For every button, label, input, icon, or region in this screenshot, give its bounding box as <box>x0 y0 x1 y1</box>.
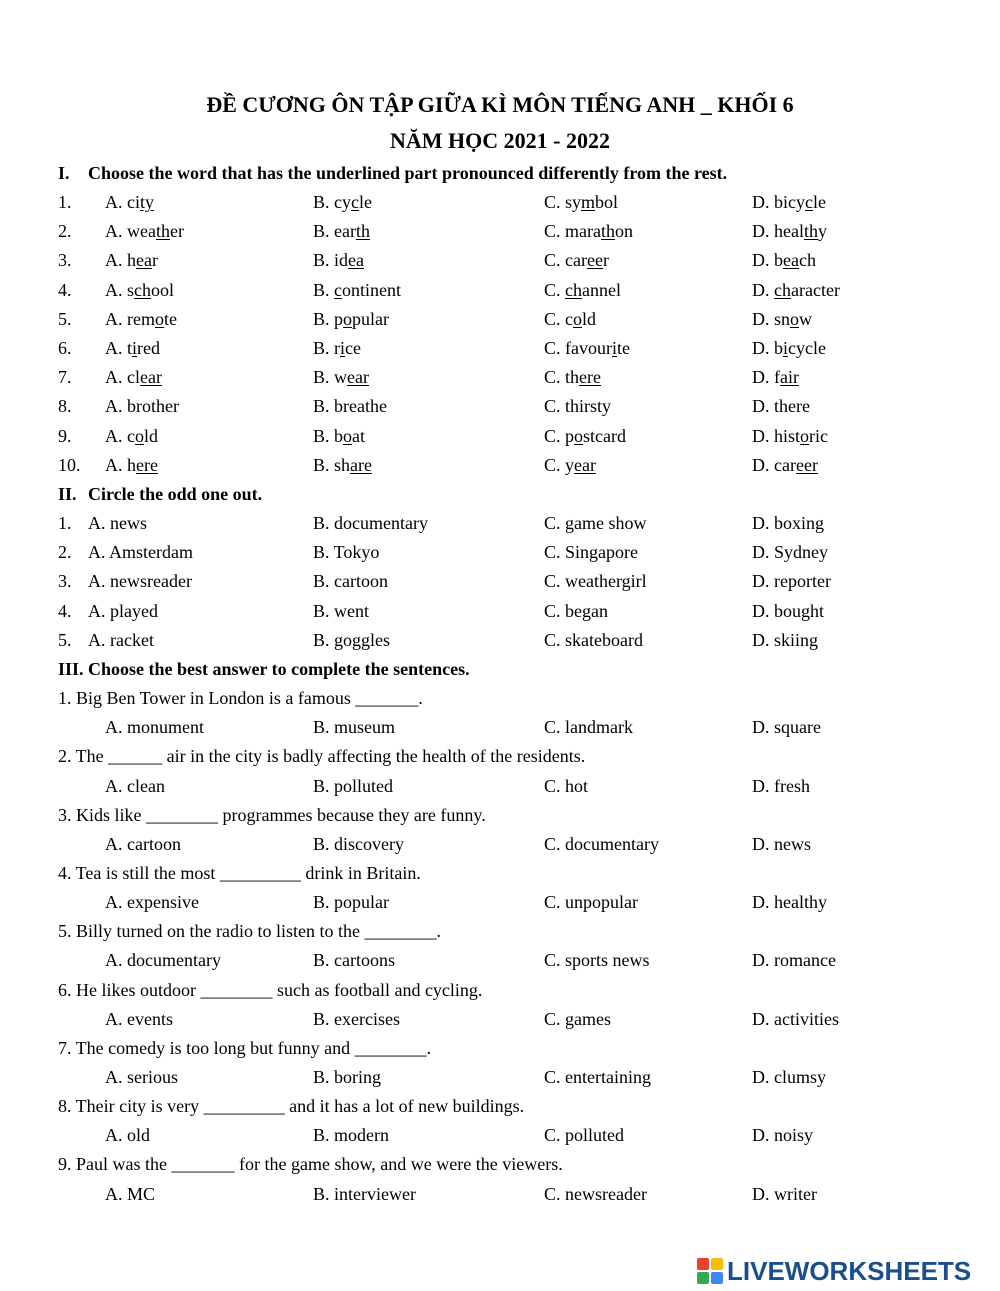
option-b[interactable]: B. continent <box>313 279 402 300</box>
section-2-question-row <box>0 513 1000 542</box>
option-c[interactable]: C. weathergirl <box>544 571 647 592</box>
underlined-part: ear <box>347 367 369 388</box>
question-number: 1. <box>58 192 72 212</box>
school-year: NĂM HỌC 2021 - 2022 <box>390 128 610 153</box>
option-b[interactable]: B. polluted <box>313 775 393 796</box>
option-d[interactable]: D. fair <box>752 367 799 388</box>
option-c[interactable]: C. symbol <box>544 192 619 212</box>
option-a[interactable]: A. racket <box>88 629 154 650</box>
question-stem: 9. Paul was the _______ for the game show, and we were the viewers. <box>58 1154 563 1175</box>
liveworksheets-logo <box>697 1255 997 1287</box>
underlined-part: o <box>573 308 582 329</box>
section-1-question-row <box>0 367 1000 396</box>
section-1-question-row <box>0 221 1000 250</box>
option-a[interactable]: A. city <box>105 192 155 212</box>
section-3-heading: III. Choose the best answer to complete the sentences. <box>58 659 470 679</box>
underlined-part: i <box>340 338 346 358</box>
option-b[interactable]: B. popular <box>313 892 389 913</box>
logo-text: LIVEWORKSHEETS <box>727 1255 972 1286</box>
option-d[interactable]: D. Sydney <box>752 542 828 563</box>
option-c[interactable]: C. year <box>544 454 596 475</box>
underlined-part: ere <box>579 367 601 388</box>
section-3-options-row <box>0 1067 1000 1096</box>
section-3-options-row <box>0 776 1000 805</box>
underlined-part: c <box>351 192 359 212</box>
option-d[interactable]: D. bicycle <box>752 338 826 358</box>
underlined-part: air <box>780 367 799 388</box>
option-a[interactable]: A. newsreader <box>88 571 192 592</box>
option-b[interactable]: B. breathe <box>313 396 387 417</box>
underlined-part: ear <box>140 367 162 388</box>
underlined-part: ere <box>136 454 158 475</box>
underlined-part: are <box>350 454 372 475</box>
option-c[interactable]: C. thirsty <box>544 396 612 417</box>
worksheet-title: ĐỀ CƯƠNG ÔN TẬP GIỮA KÌ MÔN TIẾNG ANH _ KHỐI 6 <box>206 92 794 117</box>
option-c[interactable]: C. documentary <box>544 833 659 854</box>
option-c[interactable]: C. game show <box>544 513 647 533</box>
option-a[interactable]: A. documentary <box>105 950 221 971</box>
section-3-options-row <box>0 1184 1000 1213</box>
question-stem: 2. The ______ air in the city is badly affecting the health of the residents. <box>58 746 586 767</box>
option-c[interactable]: C. channel <box>544 279 621 300</box>
logo-square-blue <box>711 1272 723 1284</box>
option-b[interactable]: B. interviewer <box>313 1183 416 1204</box>
option-a[interactable]: A. monument <box>105 717 204 738</box>
option-b[interactable]: B. cartoons <box>313 950 395 971</box>
question-number: 10. <box>58 454 81 475</box>
option-d[interactable]: D. healthy <box>752 892 827 913</box>
option-d[interactable]: D. boxing <box>752 513 824 533</box>
section-3-options-row <box>0 1009 1000 1038</box>
option-b[interactable]: B. rice <box>313 338 361 358</box>
option-b[interactable]: B. went <box>313 600 369 621</box>
option-b[interactable]: B. documentary <box>313 513 428 533</box>
underlined-part: ch <box>774 279 791 300</box>
underlined-part: ea <box>783 250 799 271</box>
underlined-part: ch <box>565 279 583 300</box>
logo-square-red <box>697 1258 709 1270</box>
option-d[interactable]: D. skiing <box>752 629 819 650</box>
section-1-question-row <box>0 309 1000 338</box>
section-2-question-row <box>0 542 1000 571</box>
option-d[interactable]: D. reporter <box>752 571 831 592</box>
option-d[interactable]: D. there <box>752 396 810 417</box>
option-a[interactable]: A. hear <box>105 250 158 271</box>
option-d[interactable]: D. historic <box>752 425 828 446</box>
section-1-question-row <box>0 192 1000 221</box>
section-3-options-row <box>0 1125 1000 1154</box>
option-d[interactable]: D. square <box>752 717 821 738</box>
option-b[interactable]: B. modern <box>313 1125 389 1146</box>
section-1-heading: I. Choose the word that has the underlined part pronounced differently from the rest. <box>58 163 728 183</box>
underlined-part: o <box>135 425 144 446</box>
underlined-part: c <box>334 279 343 300</box>
option-c[interactable]: C. postcard <box>544 425 626 446</box>
underlined-part: m <box>581 192 596 212</box>
option-d[interactable]: D. news <box>752 833 811 854</box>
option-d[interactable]: D. beach <box>752 250 816 271</box>
option-a[interactable]: A. clean <box>105 775 165 796</box>
option-a[interactable]: A. weather <box>105 221 184 242</box>
option-b[interactable]: B. wear <box>313 367 369 388</box>
option-a[interactable]: A. old <box>105 1125 150 1146</box>
option-a[interactable]: A. news <box>88 513 147 533</box>
question-number: 4. <box>58 600 72 621</box>
underlined-part: o <box>154 308 164 329</box>
option-d[interactable]: D. bicycle <box>752 192 826 212</box>
underlined-part: i <box>783 338 789 358</box>
section-3-options-row <box>0 950 1000 979</box>
section-2-question-row <box>0 601 1000 630</box>
section-3-options-row <box>0 834 1000 863</box>
section-1-question-row <box>0 396 1000 425</box>
option-c[interactable]: C. cold <box>544 308 597 329</box>
question-stem: 1. Big Ben Tower in London is a famous _______. <box>58 688 423 708</box>
section-1-question-row <box>0 250 1000 279</box>
section-1-question-row <box>0 455 1000 484</box>
underlined-part: th <box>155 221 170 242</box>
underlined-part: ear <box>574 454 596 475</box>
section-1-question-row <box>0 338 1000 367</box>
underlined-part: o <box>574 425 584 446</box>
underlined-part: o <box>800 425 810 446</box>
option-a[interactable]: A. remote <box>105 308 177 329</box>
option-d[interactable]: D. career <box>752 454 818 475</box>
underlined-part: c <box>805 192 813 212</box>
underlined-part: eer <box>795 454 818 475</box>
option-c[interactable]: C. favourite <box>544 338 630 358</box>
question-number: 8. <box>58 396 72 417</box>
option-a[interactable]: A. cartoon <box>105 833 181 854</box>
underlined-part: ea <box>136 250 152 271</box>
question-number: 9. <box>58 425 72 446</box>
option-c[interactable]: C. unpopular <box>544 892 638 913</box>
section-3-options-row <box>0 717 1000 746</box>
option-a[interactable]: A. Amsterdam <box>88 542 193 563</box>
underlined-part: o <box>790 308 800 329</box>
logo-square-green <box>697 1272 709 1284</box>
question-stem: 7. The comedy is too long but funny and ________. <box>58 1037 432 1058</box>
option-a[interactable]: A. clear <box>105 367 162 388</box>
option-b[interactable]: B. Tokyo <box>313 542 380 563</box>
underlined-part: ty <box>140 192 155 212</box>
question-number: 4. <box>58 279 72 300</box>
option-c[interactable]: C. Singapore <box>544 542 638 563</box>
question-stem: 6. He likes outdoor ________ such as football and cycling. <box>58 979 483 1000</box>
option-c[interactable]: C. newsreader <box>544 1183 647 1204</box>
underlined-part: i <box>132 338 138 358</box>
option-c[interactable]: C. skateboard <box>544 629 643 650</box>
option-c[interactable]: C. sports news <box>544 950 650 971</box>
section-2-heading: II. Circle the odd one out. <box>58 484 263 504</box>
question-number: 1. <box>58 513 72 533</box>
underlined-part: i <box>611 338 617 358</box>
option-d[interactable]: D. healthy <box>752 221 827 242</box>
option-d[interactable]: D. clumsy <box>752 1067 826 1087</box>
underlined-part: ch <box>134 279 152 300</box>
option-b[interactable]: B. earth <box>313 221 370 242</box>
option-b[interactable]: B. cartoon <box>313 571 388 592</box>
section-2-question-row <box>0 630 1000 659</box>
question-stem: 4. Tea is still the most _________ drink in Britain. <box>58 862 421 883</box>
section-3-options-row <box>0 892 1000 921</box>
option-a[interactable]: A. expensive <box>105 892 199 913</box>
option-c[interactable]: C. hot <box>544 775 589 796</box>
option-c[interactable]: C. polluted <box>544 1125 624 1146</box>
underlined-part: o <box>343 425 353 446</box>
question-stem: 8. Their city is very _________ and it has a lot of new buildings. <box>58 1096 525 1117</box>
question-number: 6. <box>58 338 72 358</box>
logo-square-yellow <box>711 1258 723 1270</box>
option-b[interactable]: B. cycle <box>313 192 372 212</box>
section-1-question-row <box>0 280 1000 309</box>
option-d[interactable]: D. romance <box>752 950 836 971</box>
underlined-part: th <box>600 221 615 242</box>
option-b[interactable]: B. goggles <box>313 629 391 650</box>
option-b[interactable]: B. popular <box>313 308 389 329</box>
option-b[interactable]: B. museum <box>313 717 396 738</box>
question-number: 2. <box>58 542 72 563</box>
option-a[interactable]: A. cold <box>105 425 159 446</box>
option-d[interactable]: D. fresh <box>752 775 810 796</box>
underlined-part: th <box>355 221 370 242</box>
option-a[interactable]: A. here <box>105 454 158 475</box>
underlined-part: ea <box>348 250 364 271</box>
option-b[interactable]: B. exercises <box>313 1008 400 1029</box>
question-number: 2. <box>58 221 72 242</box>
option-c[interactable]: C. games <box>544 1008 611 1029</box>
question-stem: 5. Billy turned on the radio to listen to the ________. <box>58 921 441 942</box>
option-c[interactable]: C. entertaining <box>544 1067 651 1087</box>
option-a[interactable]: A. played <box>88 600 158 621</box>
option-a[interactable]: A. MC <box>105 1183 156 1204</box>
question-number: 3. <box>58 571 72 592</box>
underlined-part: o <box>343 308 353 329</box>
option-b[interactable]: B. boring <box>313 1067 382 1087</box>
section-2-question-row <box>0 571 1000 600</box>
question-number: 3. <box>58 250 72 271</box>
question-number: 5. <box>58 629 72 650</box>
option-c[interactable]: C. career <box>544 250 609 271</box>
option-a[interactable]: A. brother <box>105 396 179 417</box>
option-b[interactable]: B. idea <box>313 250 364 271</box>
question-number: 7. <box>58 367 72 388</box>
option-d[interactable]: D. bought <box>752 600 824 621</box>
option-a[interactable]: A. tired <box>105 338 160 358</box>
option-c[interactable]: C. began <box>544 600 608 621</box>
option-b[interactable]: B. share <box>313 454 372 475</box>
option-d[interactable]: D. character <box>752 279 840 300</box>
option-c[interactable]: C. there <box>544 367 601 388</box>
option-c[interactable]: C. landmark <box>544 717 633 738</box>
section-1-question-row <box>0 426 1000 455</box>
option-a[interactable]: A. events <box>105 1008 173 1029</box>
question-stem: 3. Kids like ________ programmes because they are funny. <box>58 804 486 825</box>
option-a[interactable]: A. school <box>105 279 175 300</box>
option-d[interactable]: D. snow <box>752 308 813 329</box>
option-b[interactable]: B. discovery <box>313 833 404 854</box>
option-c[interactable]: C. marathon <box>544 221 633 242</box>
option-d[interactable]: D. writer <box>752 1183 817 1204</box>
liveworksheets-logo-icon <box>697 1258 723 1284</box>
option-b[interactable]: B. boat <box>313 425 366 446</box>
underlined-part: th <box>803 221 818 242</box>
underlined-part: ee <box>586 250 603 271</box>
option-d[interactable]: D. noisy <box>752 1125 814 1146</box>
option-a[interactable]: A. serious <box>105 1067 178 1087</box>
question-number: 5. <box>58 308 72 329</box>
option-d[interactable]: D. activities <box>752 1008 839 1029</box>
